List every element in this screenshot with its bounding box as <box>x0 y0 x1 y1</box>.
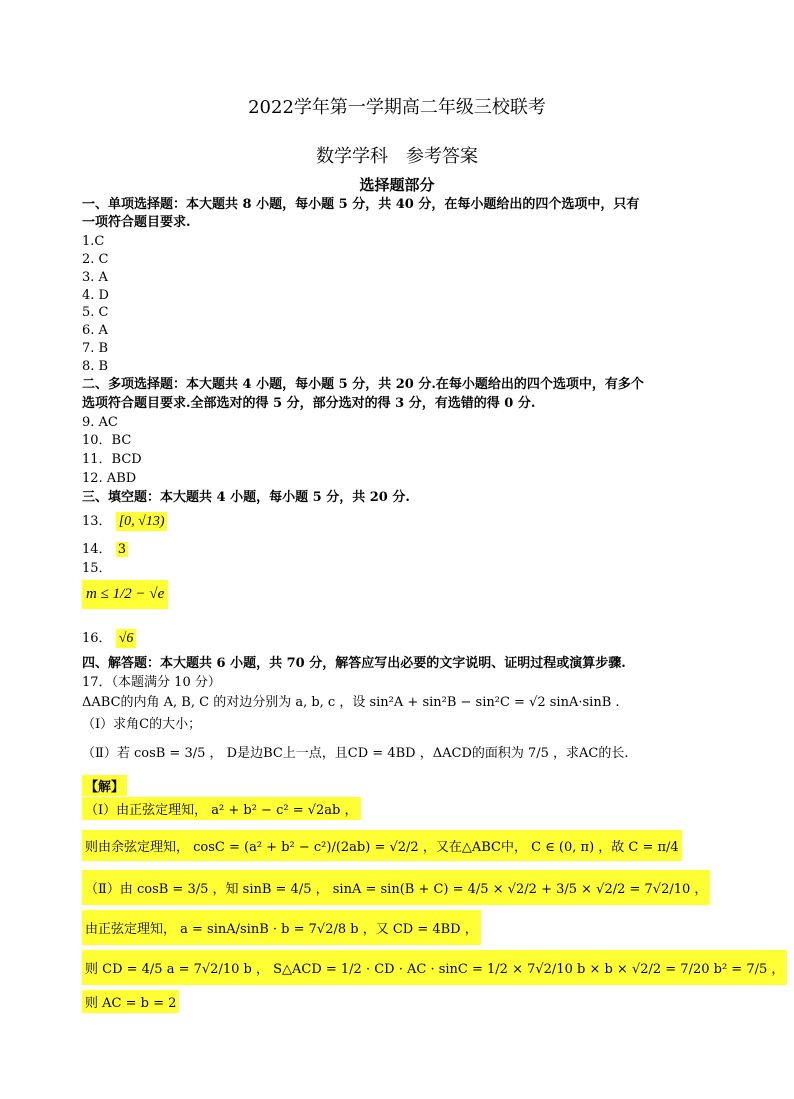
part1-heading: 一、单项选择题：本大题共 8 小题，每小题 5 分，共 40 分，在每小题给出的四个选项中，只有 <box>82 197 640 212</box>
q17-title: 17．（本题满分 10 分） <box>82 675 221 690</box>
answer-8: 8. B <box>82 359 109 374</box>
answer-11: 11．BCD <box>82 452 142 467</box>
solution-line-3: （Ⅱ）由 cosB = 3/5 ，知 sinB = 4/5 ， sinA = sin(B + C) = 4/5 × √2/2 + 3/5 × √2/2 = 7√2/10 ， <box>82 870 710 905</box>
part2-heading-2: 选项符合题目要求.全部选对的得 5 分，部分选对的得 3 分，有选错的得 0 分. <box>82 396 536 411</box>
q17-part1: （Ⅰ）求角C的大小； <box>82 717 202 732</box>
solution-line-1: （Ⅰ）由正弦定理知， a² + b² − c² = √2ab ， <box>82 797 361 820</box>
answer-12: 12. ABD <box>82 471 137 486</box>
q16-label: 16． <box>82 631 112 646</box>
solution-line-6: 则 AC = b = 2 <box>82 990 179 1013</box>
solution-label: 【解】 <box>82 775 127 796</box>
q16-row <box>82 630 136 647</box>
q14-answer: 3 <box>117 542 126 557</box>
q15-label: 15． <box>82 561 112 576</box>
answer-3: 3. A <box>82 270 108 285</box>
answer-1: 1.C <box>82 234 105 249</box>
q17-stem: ΔABC的内角 A, B, C 的对边分别为 a, b, c ，设 sin²A + sin²B − sin²C = √2 sinA·sinB . <box>82 695 620 710</box>
answer-9: 9. AC <box>82 415 118 430</box>
q14-label: 14． <box>82 542 112 557</box>
q16-answer: √6 <box>116 629 137 648</box>
q17-part2: （Ⅱ）若 cosB = 3/5 ， D是边BC上一点，且CD = 4BD ，ΔACD的面积为 7/5 ，求AC的长. <box>82 746 629 761</box>
part4-heading: 四、解答题：本大题共 6 小题，共 70 分，解答应写出必要的文字说明、证明过程或演算步骤. <box>82 656 626 671</box>
solution-line-5: 则 CD = 4/5 a = 7√2/10 b ， S△ACD = 1/2 · CD · AC · sinC = 1/2 × 7√2/10 b × b × √2/2 = 7/20 b² = 7/5 ， <box>82 950 787 985</box>
answer-4: 4. D <box>82 288 109 303</box>
page-title: 2022学年第一学期高二年级三校联考 <box>248 97 546 118</box>
answer-2: 2. C <box>82 252 109 267</box>
q13-answer: [0, √13) <box>116 512 168 531</box>
solution-line-2: 则由余弦定理知， cosC = (a² + b² − c²)/(2ab) = √2/2 ，又在△ABC中， C ∈ (0, π) ，故 C = π/4 <box>82 830 682 861</box>
answer-5: 5. C <box>82 305 109 320</box>
q13-row <box>82 513 167 530</box>
part1-heading-2: 一项符合题目要求. <box>82 215 191 230</box>
page-subtitle: 数学学科 参考答案 <box>316 146 478 167</box>
q15-answer: m ≤ 1/2 − √e <box>82 580 168 609</box>
answer-7: 7. B <box>82 341 109 356</box>
answer-6: 6. A <box>82 323 108 338</box>
section-heading: 选择题部分 <box>359 176 435 194</box>
q13-label: 13． <box>82 514 112 529</box>
part2-heading: 二、多项选择题：本大题共 4 小题，每小题 5 分，共 20 分.在每小题给出的四个选项中，有多个 <box>82 377 644 392</box>
solution-line-4: 由正弦定理知， a = sinA/sinB · b = 7√2/8 b ，又 CD = 4BD ， <box>82 910 481 945</box>
answer-10: 10．BC <box>82 433 132 448</box>
part3-heading: 三、填空题：本大题共 4 小题，每小题 5 分，共 20 分. <box>82 490 410 505</box>
q14-row <box>82 541 128 558</box>
